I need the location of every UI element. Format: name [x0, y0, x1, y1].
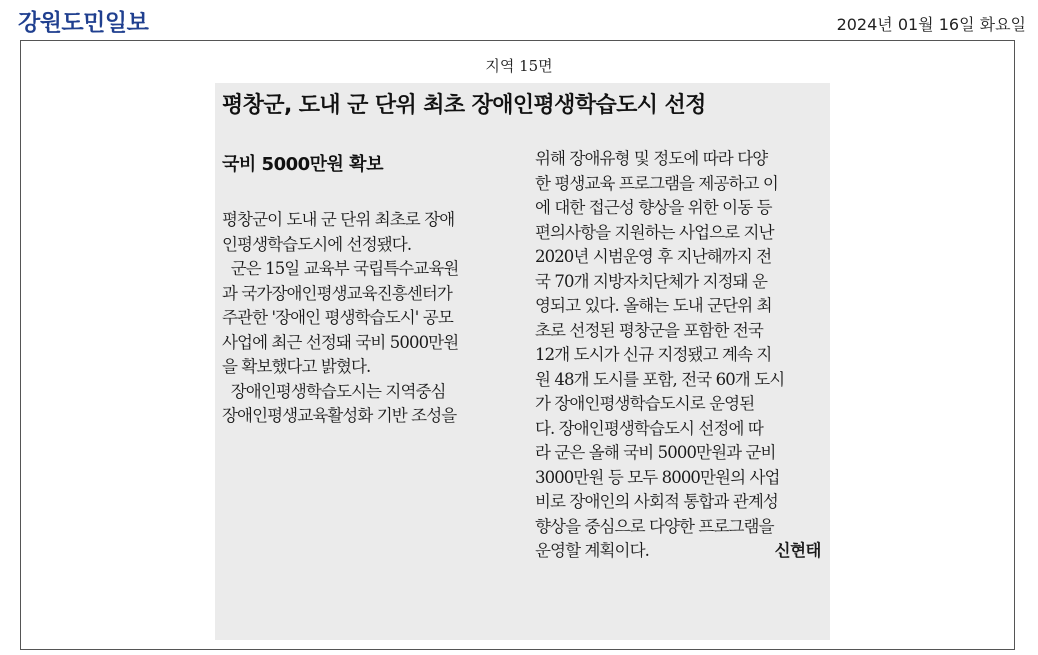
body-line: 원 48개 도시를 포함, 전국 60개 도시 [535, 369, 785, 389]
body-line: 영되고 있다. 올해는 도내 군단위 최 [535, 296, 772, 315]
body-line: 라 군은 올해 국비 5000만원과 군비 [535, 443, 776, 462]
body-line: 3000만원 등 모두 8000만원의 사업 [535, 467, 780, 487]
body-line: 초로 선정된 평창군을 포함한 전국 [535, 320, 763, 340]
body-line: 운영할 계획이다. [535, 541, 649, 560]
article-subhead: 국비 5000만원 확보 [222, 154, 383, 175]
body-line: 한 평생교육 프로그램을 제공하고 이 [535, 173, 778, 193]
body-line: 군은 15일 교육부 국립특수교육원 [222, 259, 459, 278]
body-line: 위해 장애유형 및 정도에 따라 다양 [535, 149, 768, 168]
body-line: 장애인평생학습도시는 지역중심 [222, 381, 446, 401]
body-line: 다. 장애인평생학습도시 선정에 따 [535, 418, 763, 438]
body-line: 향상을 중심으로 다양한 프로그램을 [535, 516, 774, 536]
body-line: 2020년 시범운영 후 지난해까지 전 [535, 247, 772, 266]
article-column-left [222, 208, 512, 429]
article-headline: 평창군, 도내 군 단위 최초 장애인평생학습도시 선정 [222, 93, 706, 118]
body-line: 비로 장애인의 사회적 통합과 관계성 [535, 492, 778, 511]
masthead [0, 0, 1038, 40]
body-line: 12개 도시가 신규 지정됐고 계속 지 [535, 345, 772, 364]
body-line: 주관한 '장애인 평생학습도시' 공모 [222, 308, 453, 327]
newspaper-logo[interactable]: 강원도민일보 [18, 10, 149, 36]
article-byline: 신현태 [774, 541, 821, 560]
body-line: 국 70개 지방자치단체가 지정돼 운 [535, 271, 768, 291]
body-line: 을 확보했다고 밝혔다. [222, 357, 371, 376]
section-label: 지역 15면 [485, 57, 553, 75]
body-line: 과 국가장애인평생교육진흥센터가 [222, 283, 452, 303]
body-line: 인평생학습도시에 선정됐다. [222, 234, 412, 254]
body-line: 에 대한 접근성 향상을 위한 이동 등 [535, 198, 772, 217]
body-line: 장애인평생교육활성화 기반 조성을 [222, 406, 457, 425]
body-line-final [535, 539, 830, 564]
issue-date: 2024년 01월 16일 화요일 [836, 15, 1026, 34]
article-column-right [535, 147, 830, 564]
body-line: 평창군이 도내 군 단위 최초로 장애 [222, 210, 455, 229]
body-line: 가 장애인평생학습도시로 운영된 [535, 394, 755, 413]
body-line: 편의사항을 지원하는 사업으로 지난 [535, 222, 774, 242]
body-line: 사업에 최근 선정돼 국비 5000만원 [222, 332, 459, 352]
